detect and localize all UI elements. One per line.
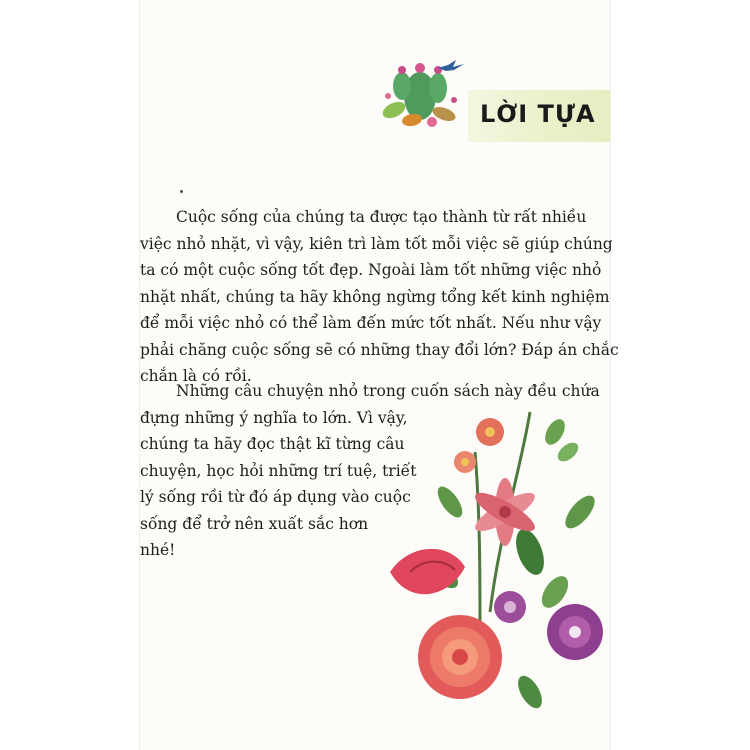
text-line: sống để trở nên xuất sắc hơn <box>140 514 369 533</box>
text-line: chúng ta hãy đọc thật kĩ từng câu <box>140 435 405 453</box>
page-title: LỜI TỰA <box>480 100 596 128</box>
book-page <box>140 0 619 750</box>
flower-bouquet-illustration <box>380 392 610 722</box>
text-line: nhé! <box>140 541 176 559</box>
paragraph-1 <box>140 204 619 390</box>
print-dot <box>180 190 183 193</box>
text-line: ta có một cuộc sống tốt đẹp. Ngoài làm tốt những việc nhỏ <box>140 261 602 279</box>
text-line: chuyện, học hỏi những trí tuệ, triết <box>140 461 417 480</box>
text-line: lý sống rồi từ đó áp dụng vào cuộc <box>140 488 411 506</box>
text-line: nhặt nhất, chúng ta hãy không ngừng tổng kết kinh nghiệm <box>140 287 610 306</box>
text-line: để mỗi việc nhỏ có thể làm đến mức tốt nhất. Nếu như vậy <box>140 314 602 332</box>
text-line: Cuộc sống của chúng ta được tạo thành từ rất nhiều <box>176 208 587 226</box>
text-line: việc nhỏ nhặt, vì vậy, kiên trì làm tốt mỗi việc sẽ giúp chúng <box>140 234 613 253</box>
text-line: chắn là có rồi. <box>140 367 252 385</box>
text-line: Những câu chuyện nhỏ trong cuốn sách này đều chứa <box>176 382 600 400</box>
text-line: phải chăng cuộc sống sẽ có những thay đổi lớn? Đáp án chắc <box>140 340 619 359</box>
text-line: đựng những ý nghĩa to lớn. Vì vậy, <box>140 408 408 427</box>
hummingbird-icon <box>436 56 466 78</box>
